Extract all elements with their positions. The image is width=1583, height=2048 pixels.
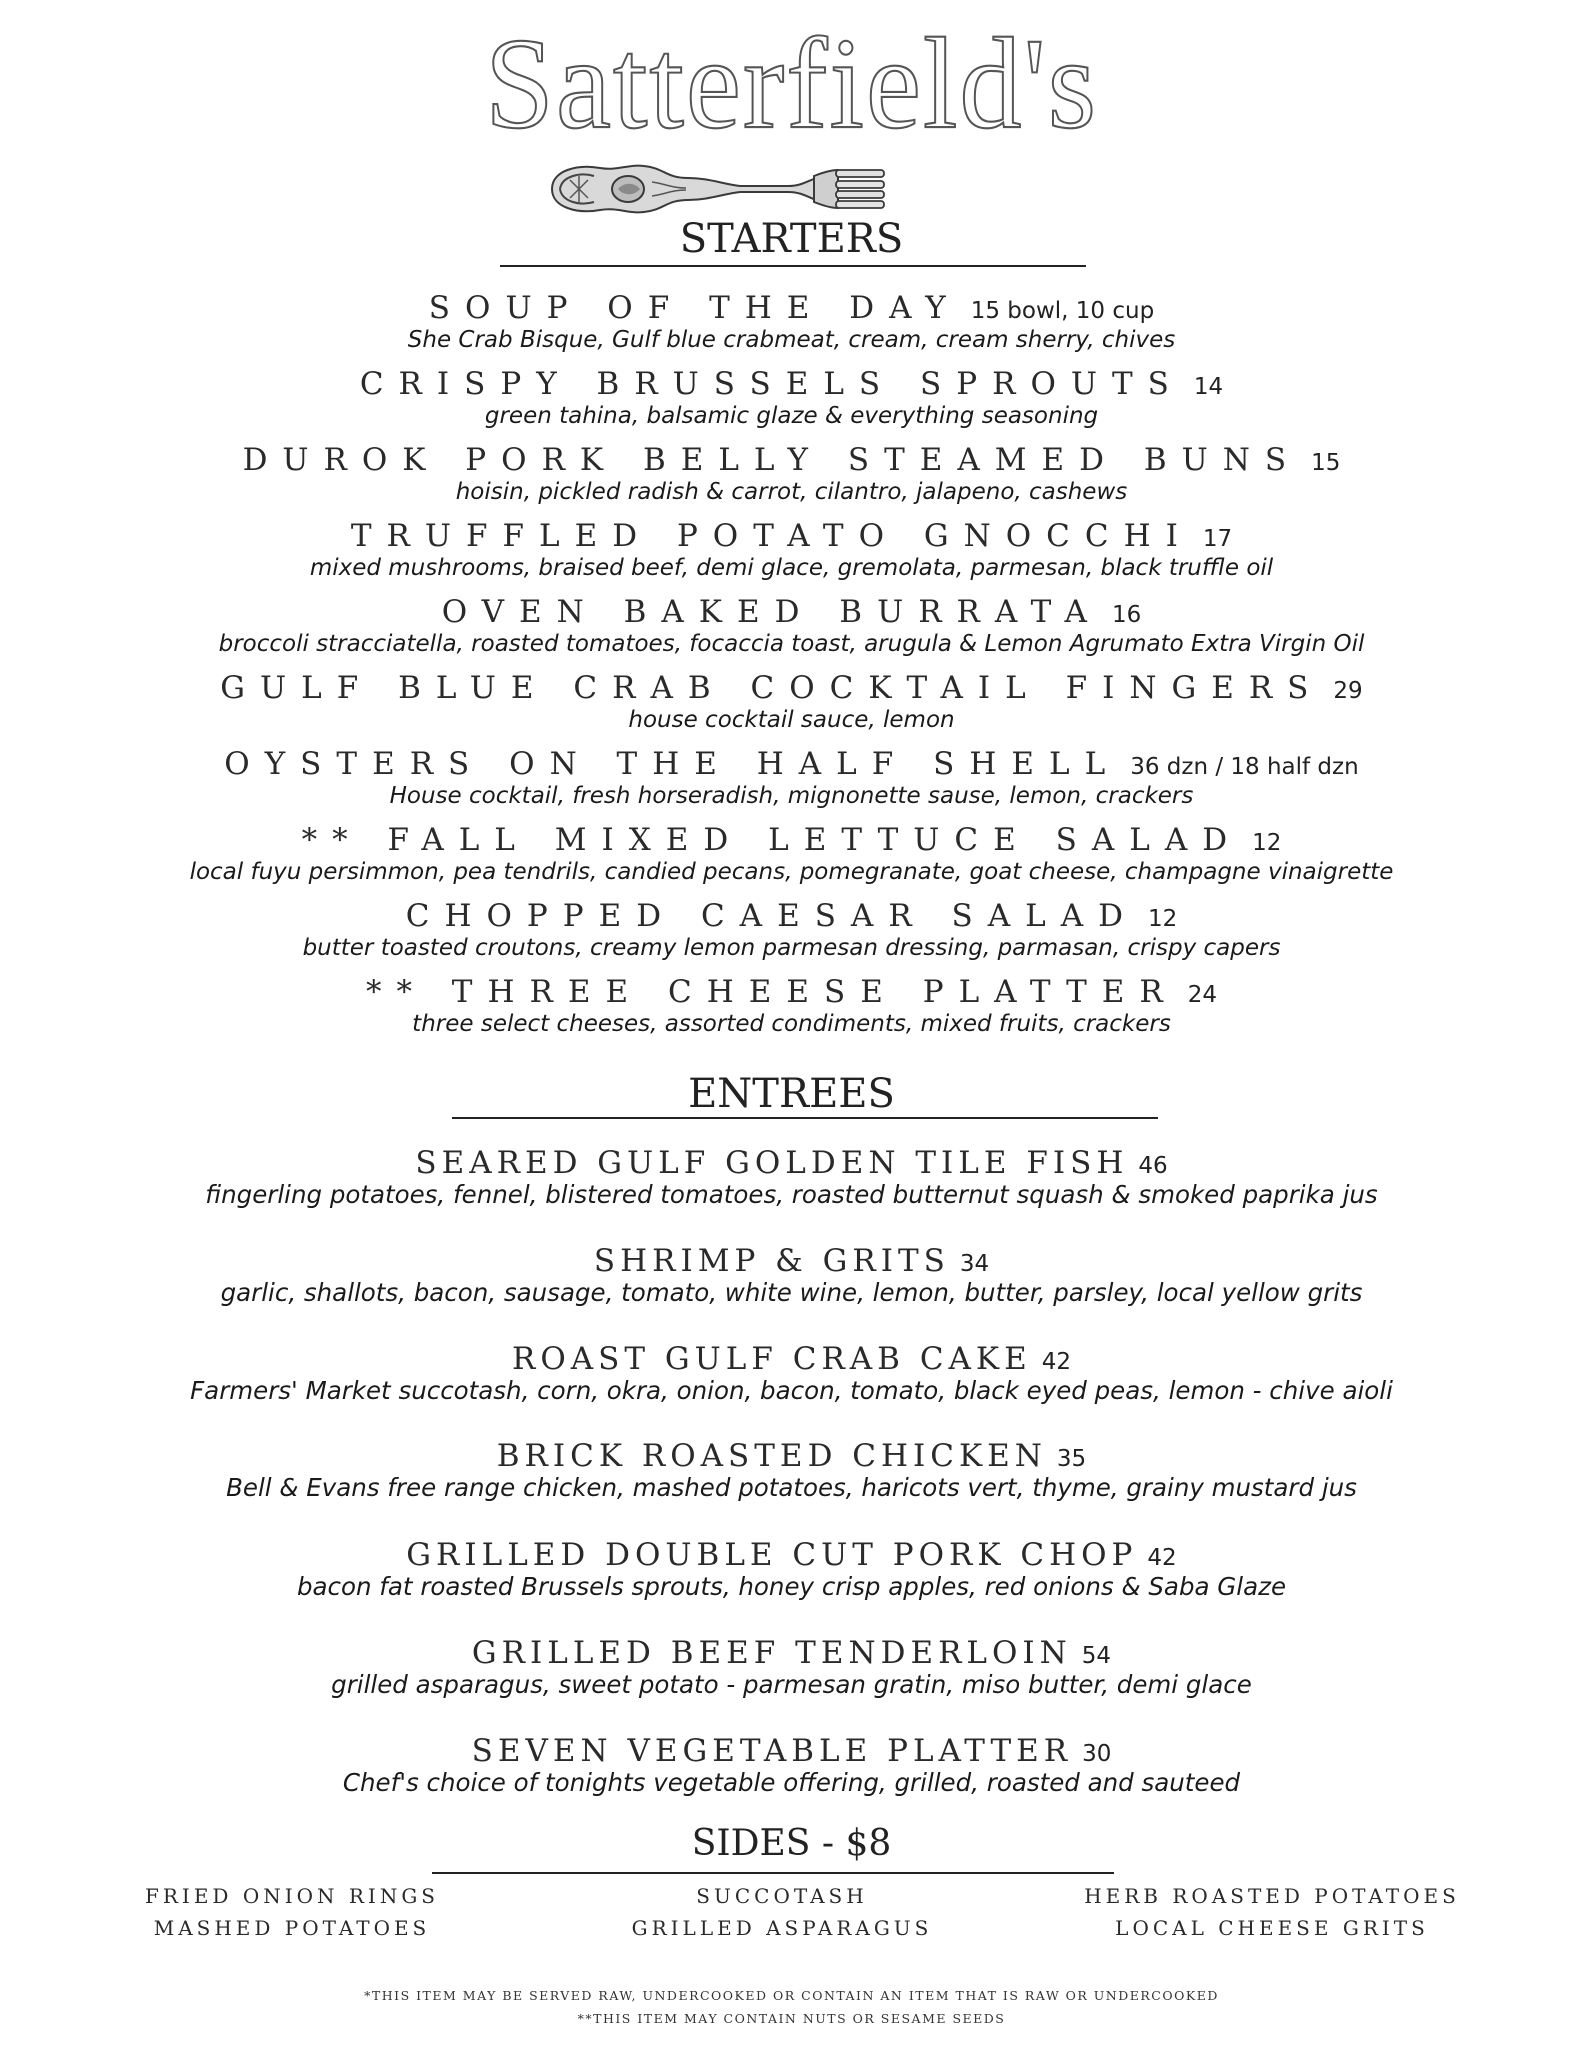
menu-item-name: CHOPPED CAESAR SALAD: [405, 898, 1138, 934]
menu-item-price: 14: [1193, 374, 1224, 400]
side-item: SUCCOTASH: [696, 1884, 868, 1908]
menu-item-name: CRISPY BRUSSELS SPROUTS: [359, 366, 1184, 402]
menu-item-name: GRILLED DOUBLE CUT PORK CHOP: [406, 1537, 1138, 1573]
menu-item: [0, 594, 1583, 658]
side-item: GRILLED ASPARAGUS: [631, 1916, 933, 1940]
menu-item-price: 42: [1147, 1545, 1177, 1571]
menu-item-price: 35: [1056, 1446, 1087, 1472]
menu-item-name: SEARED GULF GOLDEN TILE FISH: [415, 1145, 1129, 1181]
menu-item-price: 36 dzn / 18 half dzn: [1130, 754, 1359, 780]
menu-item-name: SOUP OF THE DAY: [428, 290, 961, 326]
menu-item-description: broccoli stracciatella, roasted tomatoes, focaccia toast, arugula & Lemon Agrumato Extra Virgin Oil: [218, 631, 1365, 657]
menu-item: [0, 1537, 1583, 1601]
menu-item-description: hoisin, pickled radish & carrot, cilantro, jalapeno, cashews: [455, 479, 1128, 505]
menu-item-name: DUROK PORK BELLY STEAMED BUNS: [242, 442, 1302, 478]
entrees-heading: ENTREES: [688, 1071, 895, 1117]
menu-item-name: SEVEN VEGETABLE PLATTER: [471, 1733, 1073, 1769]
menu-item: [0, 822, 1583, 886]
menu-item-price: 16: [1111, 602, 1142, 628]
side-item: MASHED POTATOES: [153, 1916, 431, 1940]
starters-heading: STARTERS: [679, 216, 904, 262]
menu-item: [0, 290, 1583, 354]
sides-heading: SIDES - $8: [691, 1823, 892, 1864]
menu-item-price: 29: [1333, 678, 1363, 704]
starters-divider: [500, 265, 1086, 267]
menu-item: [0, 898, 1583, 962]
menu-item-price: 15: [1311, 450, 1341, 476]
menu-item-description: local fuyu persimmon, pea tendrils, candied pecans, pomegranate, goat cheese, champagne vinaigrette: [189, 859, 1394, 885]
menu-item-price: 12: [1252, 830, 1282, 856]
menu-item-description: three select cheeses, assorted condiments, mixed fruits, crackers: [412, 1011, 1171, 1037]
menu-item-name: GRILLED BEEF TENDERLOIN: [471, 1635, 1072, 1671]
entrees-divider: [452, 1117, 1158, 1119]
menu-item-price: 24: [1187, 982, 1218, 1008]
menu-item-price: 12: [1147, 906, 1178, 932]
menu-item-name: ** THREE CHEESE PLATTER: [365, 974, 1178, 1010]
menu-item-name: ** FALL MIXED LETTUCE SALAD: [301, 822, 1243, 858]
menu-item-description: Farmers' Market succotash, corn, okra, onion, bacon, tomato, black eyed peas, lemon - chive aioli: [190, 1376, 1393, 1405]
menu-item: [0, 1438, 1583, 1502]
menu-item: [0, 442, 1583, 506]
menu-item-name: ROAST GULF CRAB CAKE: [511, 1341, 1032, 1377]
menu-item-price: 34: [959, 1251, 990, 1277]
menu-item-name: TRUFFLED POTATO GNOCCHI: [350, 518, 1193, 554]
menu-item: [0, 1733, 1583, 1797]
menu-item-description: mixed mushrooms, braised beef, demi glace, gremolata, parmesan, black truffle oil: [309, 555, 1274, 581]
menu-item-name: GULF BLUE CRAB COCKTAIL FINGERS: [220, 670, 1324, 706]
menu-item: [0, 1243, 1583, 1307]
restaurant-logo: Satterfield's: [484, 11, 1099, 156]
menu-item: [0, 366, 1583, 430]
menu-item-price: 30: [1082, 1741, 1112, 1767]
menu-item-price: 42: [1041, 1349, 1071, 1375]
menu-item-description: fingerling potatoes, fennel, blistered tomatoes, roasted butternut squash & smoked paprika jus: [205, 1180, 1378, 1209]
footnote-nuts: **THIS ITEM MAY CONTAIN NUTS OR SESAME SEEDS: [577, 2011, 1006, 2026]
menu-item-description: green tahina, balsamic glaze & everything seasoning: [484, 403, 1099, 429]
menu-item-price: 54: [1081, 1643, 1112, 1669]
menu-item-description: Bell & Evans free range chicken, mashed potatoes, haricots vert, thyme, grainy mustard jus: [226, 1473, 1357, 1502]
footnote-raw: *THIS ITEM MAY BE SERVED RAW, UNDERCOOKED OR CONTAIN AN ITEM THAT IS RAW OR UNDERCOOKED: [364, 1988, 1219, 2003]
menu-item-description: house cocktail sauce, lemon: [628, 707, 955, 733]
menu-item-description: Chef's choice of tonights vegetable offering, grilled, roasted and sauteed: [342, 1768, 1241, 1797]
sides-divider: [432, 1872, 1114, 1874]
side-item: HERB ROASTED POTATOES: [1084, 1884, 1460, 1908]
menu-item: [0, 1635, 1583, 1699]
menu-item-price: 46: [1138, 1153, 1168, 1179]
menu-item-price: 17: [1202, 526, 1233, 552]
menu-item-description: bacon fat roasted Brussels sprouts, honey crisp apples, red onions & Saba Glaze: [296, 1572, 1287, 1601]
menu-item-name: SHRIMP & GRITS: [593, 1243, 950, 1279]
side-item: FRIED ONION RINGS: [144, 1884, 439, 1908]
menu-item-description: grilled asparagus, sweet potato - parmesan gratin, miso butter, demi glace: [331, 1670, 1252, 1699]
menu-item-name: OYSTERS ON THE HALF SHELL: [224, 746, 1121, 782]
menu-item: [0, 746, 1583, 810]
menu-item: [0, 518, 1583, 582]
menu-item: [0, 974, 1583, 1038]
menu-item: [0, 1145, 1583, 1209]
menu-item-price: 15 bowl, 10 cup: [970, 298, 1155, 324]
menu-item-description: She Crab Bisque, Gulf blue crabmeat, cream, cream sherry, chives: [407, 327, 1176, 353]
menu-item: [0, 1341, 1583, 1405]
menu-item: [0, 670, 1583, 734]
menu-item-description: butter toasted croutons, creamy lemon parmesan dressing, parmasan, crispy capers: [302, 935, 1281, 961]
menu-item-name: OVEN BAKED BURRATA: [441, 594, 1102, 630]
side-item: LOCAL CHEESE GRITS: [1115, 1916, 1429, 1940]
menu-item-description: garlic, shallots, bacon, sausage, tomato, white wine, lemon, butter, parsley, local yellow grits: [220, 1278, 1363, 1307]
fork-icon: [548, 158, 888, 220]
menu-item-name: BRICK ROASTED CHICKEN: [496, 1438, 1047, 1474]
menu-item-description: House cocktail, fresh horseradish, mignonette sause, lemon, crackers: [389, 783, 1194, 809]
